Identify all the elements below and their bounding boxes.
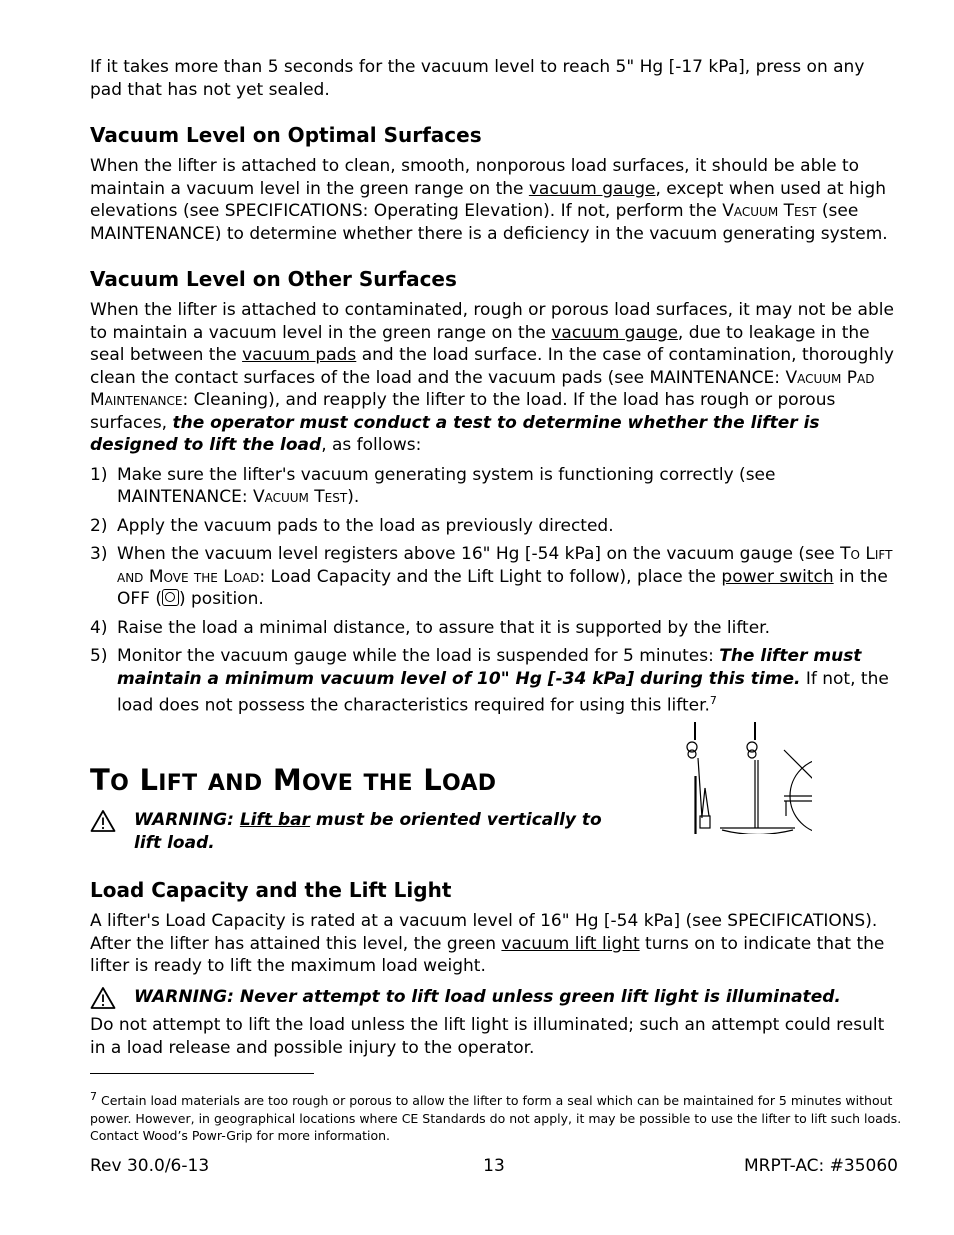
- vacuum-lift-light-link[interactable]: vacuum lift light: [501, 933, 640, 954]
- list-item: 2) Apply the vacuum pads to the load as previously directed.: [90, 515, 614, 536]
- lift-bar-link[interactable]: Lift bar: [239, 810, 310, 831]
- warning-triangle-icon: [90, 809, 116, 833]
- heading-optimal-surfaces: Vacuum Level on Optimal Surfaces: [90, 123, 482, 147]
- footnote-ref[interactable]: 7: [709, 694, 717, 707]
- section-title: TO LIFT AND MOVE THE LOAD: [90, 763, 497, 798]
- page-content: [90, 56, 898, 1059]
- load-capacity-paragraph: A lifter's Load Capacity is rated at a vacuum level of 16" Hg [-54 kPa] (see SPECIFICATIONS). After the lifter has attained this level, the green vacuum lift light turns on to indicate that the lifter is ready to lift the maximum load weight.: [90, 911, 885, 977]
- vacuum-gauge-link[interactable]: vacuum gauge: [551, 322, 678, 343]
- test-steps-list: [90, 464, 898, 718]
- heading-load-capacity: Load Capacity and the Lift Light: [90, 878, 452, 903]
- list-item: 3) When the vacuum level registers above 16" Hg [-54 kPa] on the vacuum gauge (see To Lift and Move the Load: Load Capacity and the Lift Light to follow), place the power switch in the OFF ( ) position.: [90, 544, 893, 609]
- page-number: 13: [483, 1156, 505, 1176]
- list-item: 4) Raise the load a minimal distance, to assure that it is supported by the lifter.: [90, 617, 771, 638]
- vacuum-gauge-link[interactable]: vacuum gauge: [528, 178, 656, 199]
- list-item: 5) Monitor the vacuum gauge while the load is suspended for 5 minutes: The lifter must maintain a minimum vacuum level of 10" Hg [-34 kPa] during this time. If not, the load does not possess the characteristics required for using this lifter.$^7$: [90, 646, 889, 716]
- optimal-paragraph: When the lifter is attached to clean, smooth, nonporous load surfaces, it should be able to maintain a vacuum level in the green range on the vacuum gauge, except when used at high elevations (see SPECIFICATIONS: Operating Elevation). If not, perform the Vacuum Test (see MAINTENANCE) to determine whether there is a deficiency in the vacuum generating system.: [90, 156, 888, 244]
- vacuum-pads-link[interactable]: vacuum pads: [242, 345, 357, 365]
- power-off-icon: [162, 589, 179, 606]
- page-footer: [90, 1156, 898, 1180]
- intro-paragraph: If it takes more than 5 seconds for the vacuum level to reach 5" Hg [-17 kPa], press on any pad that has not yet sealed.: [90, 57, 865, 100]
- other-paragraph: When the lifter is attached to contaminated, rough or porous load surfaces, it may not be able to maintain a vacuum level in the green range on the vacuum gauge, due to leakage in the seal between the vacuum pads and the load surface. In the case of contamination, thoroughly clean the contact surfaces of the load and the vacuum pads (see MAINTENANCE: Vacuum Pad Maintenance: Cleaning), and reapply the lifter to the load. If the load has rough or porous surfaces, the operator must conduct a test to determine whether the lifter is designed to lift the load, as follows:: [90, 300, 894, 455]
- warning-triangle-icon: [90, 986, 116, 1010]
- power-switch-link[interactable]: power switch: [721, 566, 834, 587]
- lifter-orientation-illustration: [592, 718, 812, 834]
- revision-label: Rev 30.0/6-13: [90, 1156, 210, 1176]
- warning-lift-bar: WARNING: Lift bar must be oriented vertically to lift load.: [90, 809, 634, 854]
- list-item: 1) Make sure the lifter's vacuum generating system is functioning correctly (see MAINTENANCE: Vacuum Test).: [90, 464, 776, 507]
- heading-other-surfaces: Vacuum Level on Other Surfaces: [90, 267, 457, 291]
- warning-lift-light: WARNING: Never attempt to lift load unless green lift light is illuminated.: [90, 986, 898, 1009]
- document-id: MRPT-AC: #35060: [744, 1156, 898, 1176]
- footnote: $^7$ Certain load materials are too rough or porous to allow the lifter to form a seal which can be maintained for 5 minutes without power. However, in geographical locations where CE Standards do not apply, it may be possible to use the lifter to lift such loads. Contact Wood’s Powr-Grip for more information.: [90, 1090, 902, 1144]
- footnote-divider: [90, 1073, 314, 1074]
- warning-explanation: Do not attempt to lift the load unless the lift light is illuminated; such an attempt could result in a load release and possible injury to the operator.: [90, 1015, 885, 1058]
